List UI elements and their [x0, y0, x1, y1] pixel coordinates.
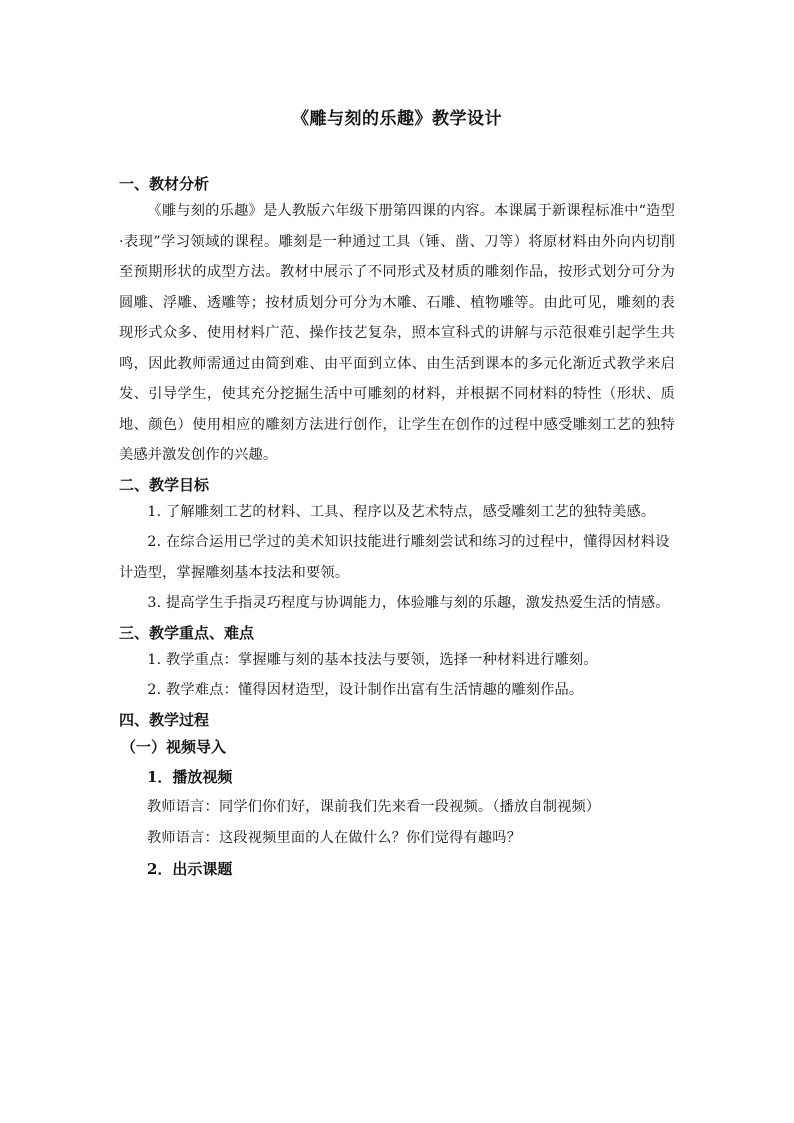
section-heading-process: 四、教学过程: [119, 710, 210, 729]
subsection-heading-video: （一）视频导入: [121, 737, 227, 756]
section-heading-objectives: 二、教学目标: [119, 475, 210, 494]
document-title: 《雕与刻的乐趣》教学设计: [292, 109, 502, 129]
analysis-paragraph: 《雕与刻的乐趣》是人教版六年级下册第四课的内容。本课属于新课程标准中“造型·表现”学习领域的课程。雕刻是一种通过工具（锤、凿、刀等）将原材料由外向内切削至预期形状的成型方法。教材中展示了不同形式及材质的雕刻作品，按形式划分可分为圆雕、浮雕、透雕等；按材质划分可分为木雕、石雕、植物雕等。由此可见，雕刻的表现形式众多、使用材料广范、操作技艺复杂，照本宣科式的讲解与示范很难引起学生共鸣，因此教师需通过由简到难、由平面到立体、由生活到课本的多元化渐近式教学来启发、引导学生，使其充分挖掘生活中可雕刻的材料，并根据不同材料的特性（形状、质地、颜色）使用相应的雕刻方法进行创作，让学生在创作的过程中感受雕刻工艺的独特美感并激发创作的兴趣。: [119, 203, 675, 463]
step-heading-show-topic: 2．出示课题: [147, 859, 233, 878]
objective-item-2: 2. 在综合运用已学过的美术知识技能进行雕刻尝试和练习的过程中，懂得因材料设计造型，掌握雕刻基本技法和要领。: [119, 534, 670, 581]
teacher-line-1: 教师语言：同学们你们好，课前我们先来看一段视频。（播放自制视频）: [147, 798, 601, 815]
key-point-item-1: 1. 教学重点：掌握雕与刻的基本技法与要领，选择一种材料进行雕刻。: [147, 651, 598, 668]
key-point-item-2: 2. 教学难点：懂得因材造型，设计制作出富有生活情趣的雕刻作品。: [147, 682, 584, 698]
objective-item-3: 3. 提高学生手指灵巧程度与协调能力，体验雕与刻的乐趣，激发热爱生活的情感。: [147, 595, 670, 611]
section-heading-analysis: 一、教材分析: [119, 175, 210, 193]
step-heading-play-video: 1．播放视频: [147, 767, 233, 786]
teacher-line-2: 教师语言：这段视频里面的人在做什么？你们觉得有趣吗？: [147, 829, 522, 846]
document-body: [119, 172, 675, 884]
objective-item-1: 1. 了解雕刻工艺的材料、工具、程序以及艺术特点，感受雕刻工艺的独特美感。: [147, 503, 656, 520]
section-heading-key-points: 三、教学重点、难点: [119, 623, 255, 642]
